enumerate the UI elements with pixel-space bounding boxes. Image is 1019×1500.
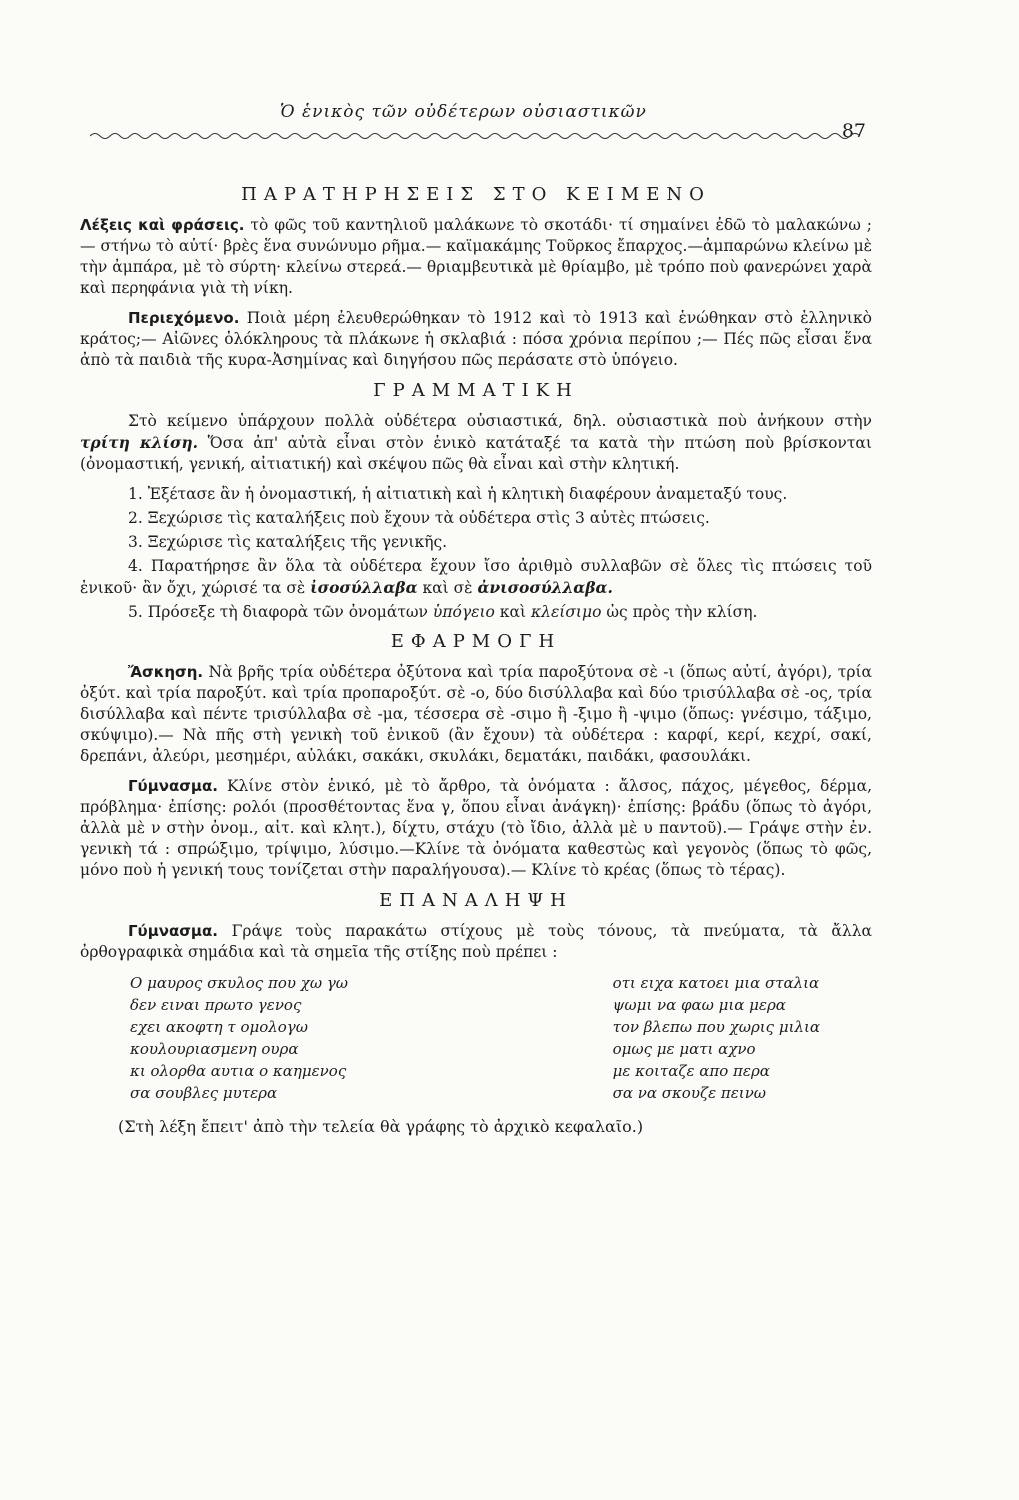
poem-line: ψωμι να φαω μια μερα <box>612 996 786 1014</box>
content-paragraph <box>80 308 872 371</box>
wavy-rule <box>90 130 865 142</box>
words-text: τὸ φῶς τοῦ καντηλιοῦ μαλάκωνε τὸ σκοτάδι· τί σημαίνει ἐδῶ τὸ μαλακώνω ; — στήνω τὸ αὐτί· βρὲς ἕνα συνώνυμο ρῆμα.— καϊμακάμης Τοῦρκος ἔπαρχος.—ἀμπαρώνω κλείνω μὲ τὴν ἀμπάρα, μὲ τὸ σύρτη· κλείνω στερεά.— θριαμβευτικὰ μὲ θρίαμβο, μὲ τρόπο ποὺ φανερώνει χαρὰ καὶ περηφάνια γιὰ τὴ νίκη. <box>80 216 872 297</box>
exercise-label: Ἄσκηση. <box>128 663 204 681</box>
page-header <box>90 100 880 142</box>
poem-block <box>130 972 830 1104</box>
grammar-item-5-connector: καὶ <box>499 603 527 621</box>
grammar-item-2: Ξεχώρισε τὶς καταλήξεις ποὺ ἔχουν τὰ οὐδέτερα στὶς 3 αὐτὲς πτώσεις. <box>147 509 710 527</box>
exercise-text: Νὰ βρῆς τρία οὐδέτερα ὀξύτονα καὶ τρία παροξύτονα σὲ -ι (ὅπως αὐτί, ἀγόρι), τρία ὀξύτ. καὶ τρία παροξύτ. καὶ τρία προπαροξύτ. σὲ -ο, δύο δισύλλαβα καὶ δύο τρισύλλαβα σὲ -ος, τρία δισύλλαβα καὶ πέντε τρισύλλαβα σὲ -μα, τέσσερα σὲ -σιμο ἢ -ξιμο ἢ -ψιμο (ὅπως: γνέσιμο, τάξιμο, σκύψιμο).— Νὰ πῆς στὴ γενικὴ τοῦ ἑνικοῦ (ἂν ἔχουν) τὰ οὐδέτερα : καρφί, κερί, κεχρί, σακί, δρεπάνι, ἀλεύρι, μεσημέρι, αὐλάκι, σακάκι, σκυλάκι, δεματάκι, παιδάκι, φασουλάκι. <box>80 663 872 765</box>
poem-right-column <box>613 972 820 1104</box>
grammar-item-5-text-2: ὡς πρὸς τὴν κλίση. <box>606 603 758 621</box>
grammar-item-1: Ἐξέτασε ἂν ἡ ὀνομαστική, ἡ αἰτιατικὴ καὶ ἡ κλητικὴ διαφέρουν ἀναμεταξύ τους. <box>147 485 788 503</box>
poem-line: με κοιταζε απο περα <box>612 1062 770 1080</box>
gym-paragraph <box>80 776 872 881</box>
grammar-title: ΓΡΑΜΜΑΤΙΚΗ <box>373 380 579 401</box>
poem-line: δεν ειναι πρωτο γενος <box>130 996 302 1014</box>
poem-line: σα να σκουζε πεινω <box>612 1084 767 1102</box>
isosyllabic-term: ἰσοσύλλαβα <box>310 578 418 597</box>
third-declension-term: τρίτη κλίση. <box>80 433 199 452</box>
grammar-item-4 <box>80 556 872 599</box>
closing-note: (Στὴ λέξη ἔπειτ' ἀπὸ τὴν τελεία θὰ γράφης τὸ ἀρχικὸ κεφαλαῖο.) <box>118 1117 644 1136</box>
grammar-exercise-list <box>80 484 872 623</box>
grammar-intro-text: Στὸ κείμενο ὑπάρχουν πολλὰ οὐδέτερα οὐσιαστικά, δηλ. οὐσιαστικὰ ποὺ ἀνήκουν στὴν <box>128 412 872 430</box>
observations-title: ΠΑΡΑΤΗΡΗΣΕΙΣ ΣΤΟ ΚΕΙΜΕΝΟ <box>241 184 711 205</box>
gym-label: Γύμνασμα. <box>128 777 218 795</box>
content-text: Ποιὰ μέρη ἐλευθερώθηκαν τὸ 1912 καὶ τὸ 1913 καὶ ἑνώθηκαν στὸ ἑλληνικὸ κράτος;— Αἰῶνες ὁλόκληρους τὰ πλάκωνε ἡ σκλαβιά : πόσα χρόνια περίπου ;— Πές πῶς εἶσαι ἕνα ἀπὸ τὰ παιδιὰ τῆς κυρα-Ἀσημίνας καὶ διηγήσου πῶς περάσατε στὸ ὑπόγειο. <box>80 309 872 369</box>
poem-line: κουλουριασμενη ουρα <box>130 1040 299 1058</box>
grammar-item-4-text: Παρατήρησε ἂν ὅλα τὰ οὐδέτερα ἔχουν ἴσο ἀριθμὸ συλλαβῶν σὲ ὅλες τὶς πτώσεις τοῦ ἑνικοῦ· ἂν ὄχι, χώρισέ τα σὲ <box>80 557 872 597</box>
grammar-item-4-connector: καὶ σὲ <box>422 579 473 597</box>
review-title: ΕΠΑΝΑΛΗΨΗ <box>379 890 573 911</box>
anisosyllabic-term: ἀνισοσύλλαβα. <box>477 578 613 597</box>
poem-line: οτι ειχα κατοει μια σταλια <box>612 974 820 992</box>
word-ypogeio: ὑπόγειο <box>432 603 495 621</box>
exercise-paragraph <box>80 662 872 767</box>
poem-line: εχει ακοφτη τ ομολογω <box>130 1018 309 1036</box>
grammar-item-3: Ξεχώρισε τὶς καταλήξεις τῆς γενικῆς. <box>147 533 448 551</box>
review-gym-paragraph <box>80 921 872 963</box>
review-gym-label: Γύμνασμα. <box>128 922 218 940</box>
content-label: Περιεχόμενο. <box>128 309 240 327</box>
poem-line: τον βλεπω που χωρις μιλια <box>612 1018 820 1036</box>
page-number: 87 <box>841 120 866 142</box>
review-gym-text: Γράψε τοὺς παρακάτω στίχους μὲ τοὺς τόνους, τὰ πνεύματα, τὰ ἄλλα ὀρθογραφικὰ σημάδια καὶ τὰ σημεῖα τῆς στίξης ποὺ πρέπει : <box>80 922 872 961</box>
poem-line: κι ολορθα αυτια ο καημενος <box>130 1062 347 1080</box>
grammar-intro-text-2: Ὅσα ἀπ' αὐτὰ εἶναι στὸν ἑνικὸ κατάταξέ τα κατὰ τὴν πτώση ποὺ βρίσκονται (ὀνομαστική, γενική, αἰτιατική) καὶ σκέψου πῶς θὰ εἶναι καὶ στὴν κλητική. <box>80 434 872 473</box>
page-content <box>80 178 872 1146</box>
poem-line: σα σουβλες μυτερα <box>130 1084 278 1102</box>
grammar-item-5-text: Πρόσεξε τὴ διαφορὰ τῶν ὀνομάτων <box>147 603 428 621</box>
running-title: Ὁ ἑνικὸς τῶν οὐδέτερων οὐσιαστικῶν <box>280 102 647 122</box>
application-title: ΕΦΑΡΜΟΓΗ <box>390 631 562 652</box>
poem-left-column <box>130 972 348 1104</box>
grammar-intro <box>80 411 872 475</box>
word-kleisimo: κλείσιμο <box>530 603 602 621</box>
gym-text: Κλίνε στὸν ἑνικό, μὲ τὸ ἄρθρο, τὰ ὀνόματα : ἄλσος, πάχος, μέγεθος, δέρμα, πρόβλημα· ἐπίσης: ρολόι (προσθέτοντας ἕνα γ, ὅπου εἶναι ἀνάγκη)· ἐπίσης: βράδυ (ὅπως τὸ ἀγόρι, ἀλλὰ μὲ ν στὴν ὀνομ., αἰτ. καὶ κλητ.), δίχτυ, στάχυ (τὸ ἴδιο, ἀλλὰ μὲ υ παντοῦ).— Γράψε στὴν ἑν. γενικὴ τά : σπρώξιμο, τρίψιμο, λύσιμο.—Κλίνε τὰ ὀνόματα καθεστὼς καὶ γεγονὸς (ὅπως τὸ φῶς, μόνο ποὺ ἡ γενική τους τονίζεται στὴν παραλήγουσα).— Κλίνε τὸ κρέας (ὅπως τὸ τέρας). <box>80 777 872 879</box>
words-label: Λέξεις καὶ φράσεις. <box>80 216 245 234</box>
poem-line: ομως με ματι αχνο <box>612 1040 756 1058</box>
words-paragraph <box>80 215 872 299</box>
grammar-item-5 <box>80 602 872 623</box>
poem-line: Ο μαυρος σκυλος που χω γω <box>130 974 349 992</box>
